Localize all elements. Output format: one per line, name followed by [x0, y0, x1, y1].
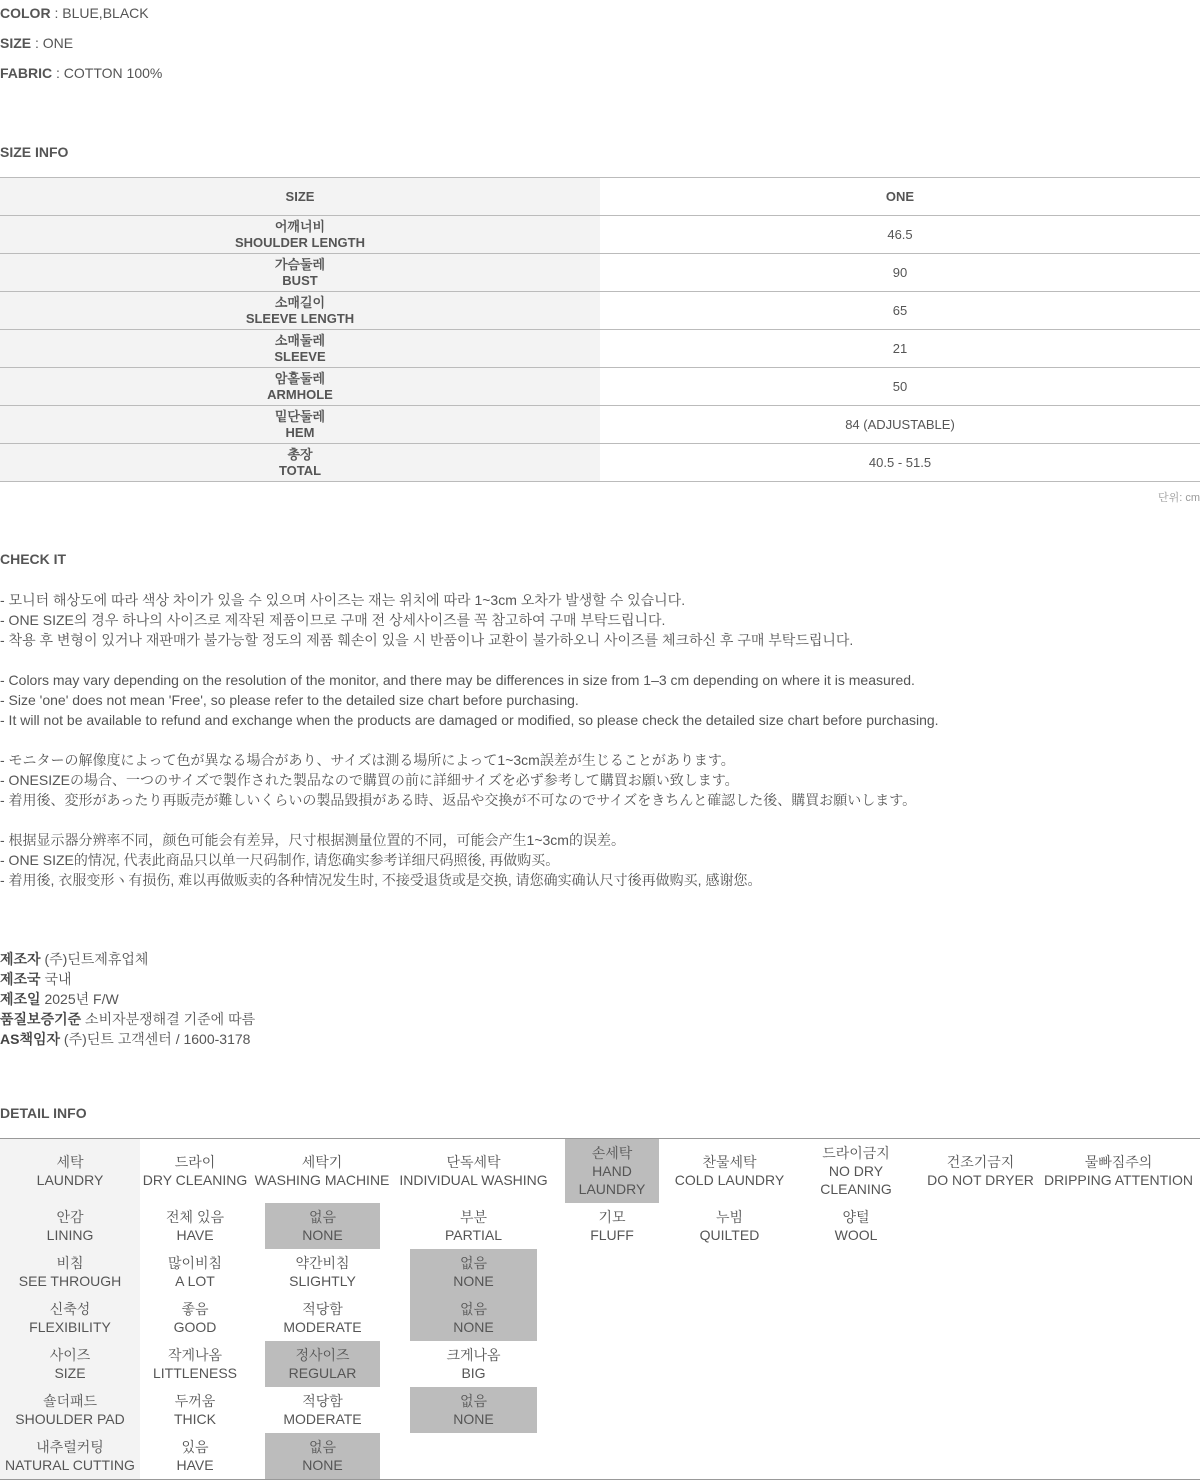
- detail-label-en: SHOULDER PAD: [15, 1411, 125, 1427]
- check-group-gap: [0, 650, 939, 670]
- color-label: COLOR: [0, 5, 51, 21]
- laundry-option-ko: 물빠짐주의: [1084, 1154, 1153, 1170]
- laundry-option-en: INDIVIDUAL WASHING: [399, 1172, 548, 1188]
- detail-label-en: SIZE: [54, 1365, 86, 1381]
- size-table-row: [0, 254, 1200, 292]
- maker-info: [0, 949, 255, 1049]
- lining-option-en: QUILTED: [699, 1227, 760, 1243]
- detail-label-en: SEE THROUGH: [18, 1273, 122, 1289]
- laundry-option-en: COLD LAUNDRY: [674, 1172, 785, 1188]
- detail-row-attribute: [0, 1387, 1200, 1433]
- size-row-label-en: SLEEVE LENGTH: [245, 310, 355, 326]
- laundry-option-en: HAND LAUNDRY: [578, 1163, 646, 1197]
- detail-label-ko: 신축성: [49, 1301, 91, 1317]
- size-row-label-ko: 총장: [287, 446, 313, 462]
- laundry-option: [397, 1139, 550, 1203]
- detail-info-title: DETAIL INFO: [0, 1105, 87, 1121]
- attribute-option-ko: 있음: [181, 1439, 209, 1455]
- laundry-option: [253, 1139, 391, 1203]
- check-note-line: - It will not be available to refund and exchange when the products are damaged or modified, so please check the detailed size chart before purchasing.: [0, 712, 939, 728]
- attribute-option-en: A LOT: [175, 1273, 215, 1289]
- lining-option: [794, 1203, 918, 1249]
- lining-option: [410, 1203, 537, 1249]
- color-value: : BLUE,BLACK: [54, 5, 149, 21]
- detail-info-table: [0, 1138, 1200, 1479]
- size-table-row: [0, 444, 1200, 482]
- size-row-value: 90: [892, 265, 908, 280]
- laundry-option-ko: 드라이금지: [822, 1145, 890, 1161]
- detail-label-en: LAUNDRY: [36, 1172, 104, 1188]
- fabric-value: : COTTON 100%: [56, 65, 163, 81]
- attribute-option-ko: 크게나옴: [446, 1347, 501, 1363]
- detail-row-attribute: [0, 1249, 1200, 1295]
- lining-option-ko: 누빔: [715, 1209, 744, 1225]
- lining-option-ko: 양털: [842, 1209, 870, 1225]
- attribute-option-en: REGULAR: [288, 1365, 357, 1381]
- lining-option: [140, 1203, 250, 1249]
- maker-value: 국내: [40, 971, 72, 987]
- size-row-label-ko: 어깨너비: [274, 218, 326, 234]
- attribute-option-ko: 적당함: [302, 1393, 343, 1409]
- check-it-title: CHECK IT: [0, 551, 67, 567]
- color-info: [0, 5, 149, 21]
- lining-option-ko: 없음: [308, 1209, 337, 1225]
- maker-line: [0, 1029, 255, 1049]
- detail-label-ko: 숄더패드: [42, 1393, 98, 1409]
- detail-label: [0, 1387, 140, 1433]
- size-row-label-ko: 소매둘레: [274, 332, 326, 348]
- detail-label-en: LINING: [46, 1227, 94, 1243]
- maker-value: (주)딘트제휴업체: [40, 951, 149, 967]
- laundry-option-ko: 찬물세탁: [702, 1154, 757, 1170]
- lining-option-en: NONE: [302, 1227, 343, 1243]
- size-row-label-ko: 암홀둘레: [274, 370, 326, 386]
- laundry-option: [140, 1139, 250, 1203]
- attribute-option-ko: 좋음: [181, 1301, 209, 1317]
- fabric-label: FABRIC: [0, 65, 53, 81]
- laundry-option-ko: 손세탁: [591, 1145, 633, 1161]
- laundry-option: [1042, 1139, 1195, 1203]
- laundry-option-en: DO NOT DRYER: [927, 1172, 1034, 1188]
- size-label: SIZE: [0, 35, 32, 51]
- size-table-row: [0, 216, 1200, 254]
- lining-option-ko: 기모: [598, 1209, 626, 1225]
- maker-key: 제조국: [0, 971, 41, 987]
- check-note-line: - ONE SIZE的情况, 代表此商品只以单一尺码制作, 请您确实参考详细尺码照後, 再做购买。: [0, 852, 560, 868]
- detail-label: [0, 1203, 140, 1249]
- size-row-label-en: HEM: [285, 424, 315, 440]
- size-row-label: [0, 406, 600, 443]
- maker-line: [0, 989, 255, 1009]
- detail-label-ko: 비침: [56, 1255, 84, 1271]
- laundry-option-ko: 건조기금지: [946, 1154, 1015, 1170]
- attribute-option: [265, 1341, 380, 1387]
- attribute-option-ko: 작게나옴: [167, 1347, 223, 1363]
- unit-note: 단위: cm: [1157, 492, 1200, 504]
- attribute-option-en: NONE: [453, 1319, 494, 1335]
- size-row-value: 21: [892, 341, 908, 356]
- attribute-option-en: LITTLENESS: [152, 1365, 238, 1381]
- laundry-option: [565, 1139, 659, 1203]
- size-row-label: [0, 444, 600, 481]
- laundry-option: [794, 1139, 918, 1203]
- fabric-info: [0, 65, 162, 81]
- size-table: [0, 177, 1200, 482]
- attribute-option: [140, 1433, 250, 1479]
- maker-value: 소비자분쟁해결 기준에 따름: [81, 1011, 256, 1027]
- size-row-value: 40.5 - 51.5: [868, 455, 932, 470]
- maker-key: AS책임자: [0, 1031, 61, 1047]
- size-table-row: [0, 406, 1200, 444]
- maker-value: 2025년 F/W: [40, 991, 119, 1007]
- check-note-line: - 모니터 해상도에 따라 색상 차이가 있을 수 있으며 사이즈는 재는 위치에 따라 1~3cm 오차가 발생할 수 있습니다.: [0, 592, 686, 608]
- size-row-value: 46.5: [887, 227, 913, 242]
- detail-label: [0, 1341, 140, 1387]
- attribute-option-en: GOOD: [173, 1319, 217, 1335]
- size-row-value: 65: [892, 303, 908, 318]
- attribute-option: [140, 1249, 250, 1295]
- detail-row-attribute: [0, 1341, 1200, 1387]
- laundry-option-ko: 단독세탁: [446, 1154, 501, 1170]
- attribute-option: [265, 1433, 380, 1479]
- check-note-line: - モニターの解像度によって色が異なる場合があり、サイズは測る場所によって1~3cm誤差が生じることがあります。: [0, 752, 735, 768]
- size-row-label: [0, 368, 600, 405]
- lining-option-en: PARTIAL: [444, 1227, 503, 1243]
- check-note-line: - 着用後, 衣服变形ヽ有损伤, 难以再做贩卖的各种情况发生时, 不接受退货或是交换, 请您确实确认尺寸後再做购买, 感谢您。: [0, 872, 762, 888]
- detail-label-en: FLEXIBILITY: [29, 1319, 111, 1335]
- attribute-option-en: THICK: [174, 1411, 216, 1427]
- maker-key: 품질보증기준: [0, 1011, 82, 1027]
- detail-row-lining: [0, 1203, 1200, 1249]
- attribute-option-ko: 두꺼움: [174, 1393, 216, 1409]
- size-info-title: SIZE INFO: [0, 144, 69, 160]
- lining-option-en: HAVE: [176, 1227, 214, 1243]
- size-table-row: [0, 330, 1200, 368]
- lining-option: [265, 1203, 380, 1249]
- detail-row-attribute: [0, 1295, 1200, 1341]
- attribute-option: [410, 1249, 537, 1295]
- maker-value: (주)딘트 고객센터 / 1600-3178: [60, 1031, 251, 1047]
- attribute-option: [410, 1387, 537, 1433]
- maker-line: [0, 1009, 255, 1029]
- lining-option-ko: 전체 있음: [166, 1209, 224, 1225]
- check-note-line: - 착용 후 변형이 있거나 재판매가 불가능할 정도의 제품 훼손이 있을 시 반품이나 교환이 불가하오니 사이즈를 체크하신 후 구매 부탁드립니다.: [0, 632, 854, 648]
- laundry-option-en: NO DRY CLEANING: [820, 1163, 892, 1197]
- size-row-label-en: SHOULDER LENGTH: [235, 234, 365, 250]
- check-note-line: - ONE SIZE의 경우 하나의 사이즈로 제작된 제품이므로 구매 전 상세사이즈를 꼭 참고하여 구매 부탁드립니다.: [0, 612, 666, 628]
- detail-label: [0, 1139, 140, 1203]
- detail-label: [0, 1249, 140, 1295]
- size-row-label-ko: 밑단둘레: [274, 408, 326, 424]
- size-info-line: [0, 35, 73, 51]
- size-header-value: ONE: [885, 189, 915, 204]
- laundry-option: [671, 1139, 788, 1203]
- attribute-option-ko: 없음: [459, 1255, 488, 1271]
- size-row-label-ko: 소매길이: [274, 294, 326, 310]
- maker-key: 제조일: [0, 991, 41, 1007]
- size-row-label: [0, 292, 600, 329]
- size-table-header: [0, 178, 1200, 216]
- lining-option-en: WOOL: [834, 1227, 878, 1243]
- check-it-notes: [0, 590, 939, 890]
- laundry-option-en: WASHING MACHINE: [254, 1172, 390, 1188]
- maker-line: [0, 969, 255, 989]
- attribute-option-ko: 적당함: [302, 1301, 343, 1317]
- attribute-option: [140, 1295, 250, 1341]
- size-row-label-ko: 가슴둘레: [274, 256, 326, 272]
- check-note-line: - Colors may vary depending on the resolution of the monitor, and there may be differences in size from 1–3 cm depending on where it is measured.: [0, 672, 915, 688]
- size-row-label: [0, 216, 600, 253]
- check-note-line: - 着用後、変形があったり再販売が難しいくらいの製品毀損がある時、返品や交換が不可なのでサイズをきちんと確認した後、購買お願いします。: [0, 792, 917, 808]
- attribute-option: [265, 1295, 380, 1341]
- check-note-line: - 根据显示器分辨率不同，颜色可能会有差异，尺寸根据测量位置的不同，可能会产生1~3cm的误差。: [0, 832, 625, 848]
- size-row-label-en: TOTAL: [278, 462, 322, 478]
- laundry-option-en: DRIPPING ATTENTION: [1043, 1172, 1194, 1188]
- detail-row-attribute: [0, 1433, 1200, 1479]
- size-table-row: [0, 292, 1200, 330]
- detail-label-ko: 사이즈: [49, 1347, 91, 1363]
- detail-label: [0, 1433, 140, 1479]
- attribute-option-ko: 많이비침: [167, 1255, 223, 1271]
- attribute-option-en: MODERATE: [283, 1411, 362, 1427]
- laundry-option-en: DRY CLEANING: [142, 1172, 248, 1188]
- detail-label-ko: 세탁: [56, 1154, 84, 1170]
- attribute-option: [140, 1341, 250, 1387]
- check-note-line: - Size 'one' does not mean 'Free', so please refer to the detailed size chart before purchasing.: [0, 692, 579, 708]
- detail-label-en: NATURAL CUTTING: [5, 1457, 135, 1473]
- attribute-option-en: SLIGHTLY: [289, 1273, 356, 1289]
- size-row-value: 84 (ADJUSTABLE): [845, 417, 955, 432]
- attribute-option-ko: 없음: [459, 1301, 488, 1317]
- attribute-option-en: NONE: [453, 1273, 494, 1289]
- detail-label: [0, 1295, 140, 1341]
- size-row-value: 50: [892, 379, 908, 394]
- attribute-option: [410, 1341, 537, 1387]
- detail-label-ko: 안감: [56, 1209, 84, 1225]
- detail-row-laundry: [0, 1139, 1200, 1203]
- attribute-option-ko: 없음: [308, 1439, 337, 1455]
- size-row-label-en: ARMHOLE: [267, 386, 333, 402]
- lining-option: [565, 1203, 659, 1249]
- size-table-row: [0, 368, 1200, 406]
- maker-key: 제조자: [0, 951, 41, 967]
- size-row-label-en: SLEEVE: [274, 348, 326, 364]
- attribute-option-en: MODERATE: [283, 1319, 362, 1335]
- check-note-line: - ONESIZEの場合、一つのサイズで製作された製品なので購買の前に詳細サイズを必ず参考して購買お願い致します。: [0, 772, 739, 788]
- attribute-option-ko: 정사이즈: [295, 1347, 350, 1363]
- check-group-gap: [0, 810, 939, 830]
- laundry-option-ko: 드라이: [174, 1154, 216, 1170]
- attribute-option: [140, 1387, 250, 1433]
- laundry-option: [925, 1139, 1036, 1203]
- lining-option: [671, 1203, 788, 1249]
- lining-option-en: FLUFF: [590, 1227, 634, 1243]
- size-value: : ONE: [35, 35, 74, 51]
- attribute-option: [410, 1295, 537, 1341]
- attribute-option: [265, 1387, 380, 1433]
- size-row-label: [0, 254, 600, 291]
- size-row-label-en: BUST: [282, 272, 318, 288]
- check-group-gap: [0, 730, 939, 750]
- attribute-option-ko: 없음: [459, 1393, 488, 1409]
- maker-line: [0, 949, 255, 969]
- size-row-label: [0, 330, 600, 367]
- attribute-option-en: HAVE: [176, 1457, 214, 1473]
- attribute-option-en: BIG: [461, 1365, 486, 1381]
- attribute-option: [265, 1249, 380, 1295]
- laundry-option-ko: 세탁기: [301, 1154, 343, 1170]
- detail-label-ko: 내추럴커팅: [36, 1439, 104, 1455]
- attribute-option-en: NONE: [302, 1457, 343, 1473]
- attribute-option-ko: 약간비침: [295, 1255, 350, 1271]
- size-header-label: SIZE: [0, 178, 600, 215]
- attribute-option-en: NONE: [453, 1411, 494, 1427]
- lining-option-ko: 부분: [459, 1209, 488, 1225]
